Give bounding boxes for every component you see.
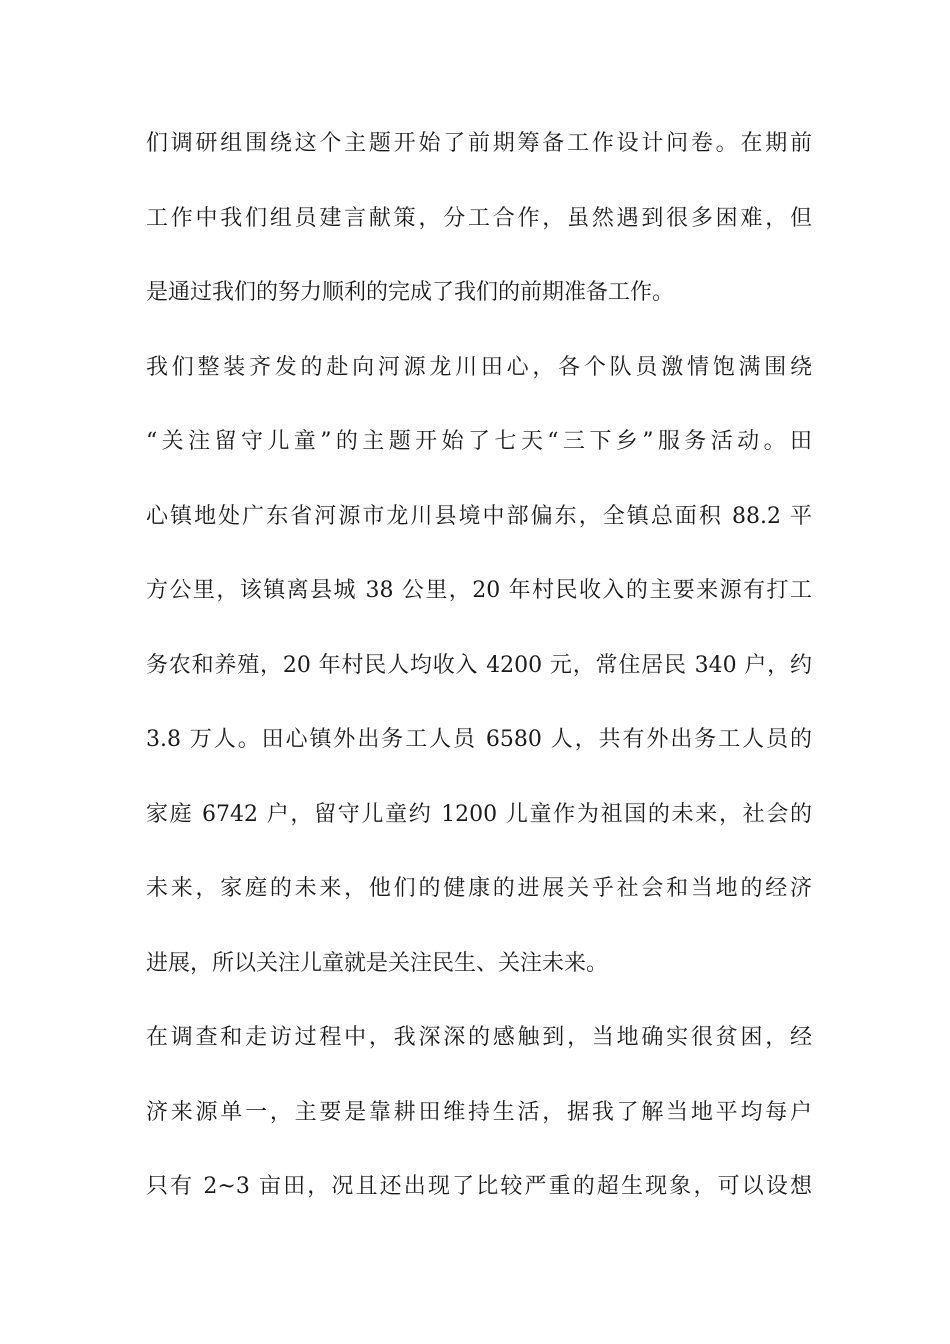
text-line-15: 只有 2~3 亩田，况且还出现了比较严重的超生现象，可以设想 [146,1174,812,1199]
text-line-7: 方公里，该镇离县城 38 公里，20 年村民收入的主要来源有打工 [146,578,812,603]
text-line-13: 在调查和走访过程中，我深深的感触到，当地确实很贫困，经 [146,1025,812,1050]
text-line-3: 是通过我们的努力顺利的完成了我们的前期准备工作。 [146,280,675,305]
text-line-5: “关注留守儿童”的主题开始了七天“三下乡”服务活动。田 [146,429,812,454]
text-line-6: 心镇地处广东省河源市龙川县境中部偏东，全镇总面积 88.2 平 [146,503,812,529]
text-line-9: 3.8 万人。田心镇外出务工人员 6580 人，共有外出务工人员的 [146,727,812,752]
text-line-10: 家庭 6742 户，留守儿童约 1200 儿童作为祖国的未来，社会的 [146,801,812,827]
document-body [146,132,812,1250]
text-line-14: 济来源单一，主要是靠耕田维持生活，据我了解当地平均每户 [146,1099,812,1125]
text-line-8: 务农和养殖，20 年村民人均收入 4200 元，常住居民 340 户，约 [146,652,812,678]
text-line-2: 工作中我们组员建言献策，分工合作，虽然遇到很多困难，但 [146,205,812,231]
text-line-12: 进展，所以关注儿童就是关注民生、关注未来。 [146,950,609,976]
text-line-1: 们调研组围绕这个主题开始了前期筹备工作设计问卷。在期前 [146,131,812,156]
text-line-11: 未来，家庭的未来，他们的健康的进展关乎社会和当地的经济 [146,876,812,901]
text-line-4: 我们整装齐发的赴向河源龙川田心，各个队员激情饱满围绕 [146,354,812,380]
